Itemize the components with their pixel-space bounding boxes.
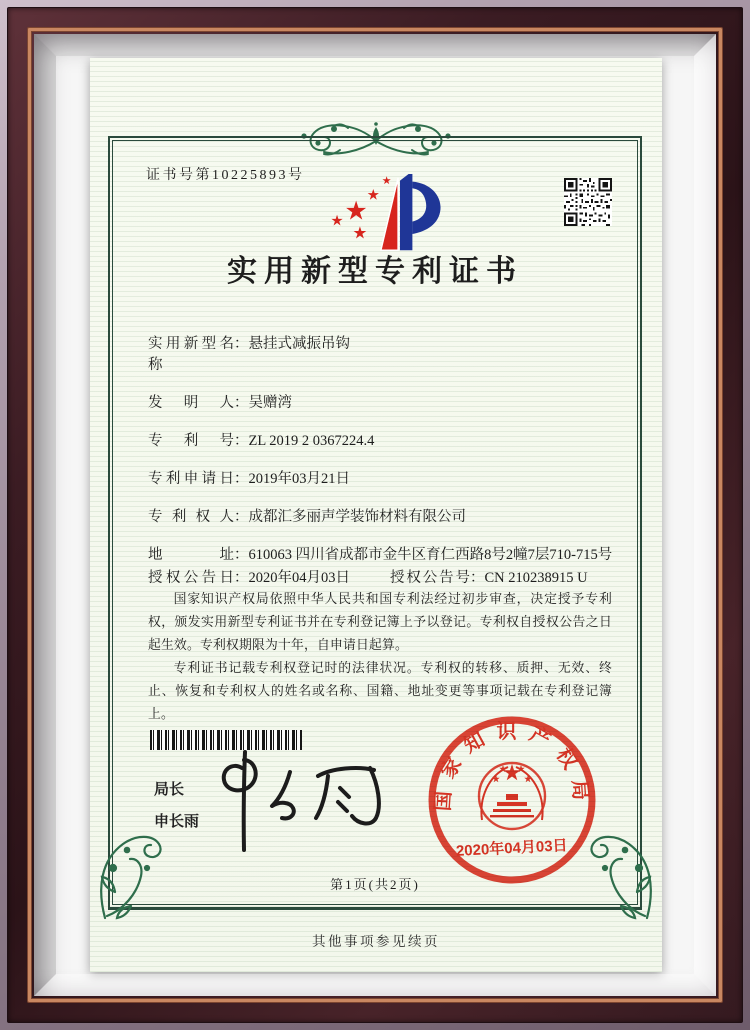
field-label: 发明人 — [148, 395, 234, 411]
director-name: 申长雨 — [154, 813, 200, 830]
field-label: 专利权人 — [148, 509, 234, 525]
field-value: 2019年03月21日 — [248, 471, 350, 487]
continuation-note: 其他事项参见续页 — [312, 934, 440, 949]
page-number: 第1页(共2页) — [330, 877, 420, 892]
qr-code — [564, 178, 612, 226]
field-colon: ： — [234, 433, 249, 449]
field-row-grant — [148, 568, 616, 589]
frame-wood-moulding — [7, 7, 743, 1023]
field-colon: ： — [234, 570, 249, 586]
field-label: 地址 — [148, 547, 234, 563]
field-value: ZL 2019 2 0367224.4 — [248, 433, 375, 449]
legal-paragraph-1: 国家知识产权局依照中华人民共和国专利法经过初步审查，决定授予专利权，颁发实用新型专利证书并在专利登记簿上予以登记。专利权自授权公告之日起生效。专利权期限为十年，自申请日起算。 — [148, 592, 612, 652]
field-row-filing-date — [148, 469, 616, 490]
certificate-title: 实用新型专利证书 — [227, 255, 523, 288]
field-row-address — [148, 545, 616, 566]
field-label: 授权公告号 — [390, 570, 470, 586]
ornament-bottom-left — [91, 828, 183, 922]
seal-text: 国家知识产权局 — [432, 721, 592, 812]
seal-date: 2020年04月03日 — [455, 837, 569, 860]
field-label: 专利号 — [148, 433, 234, 449]
legal-paragraph-2: 专利证书记载专利权登记时的法律状况。专利权的转移、质押、无效、终止、恢复和专利权人的姓名或名称、国籍、地址变更等事项记载在专利登记簿上。 — [148, 661, 612, 721]
field-colon: ： — [470, 570, 485, 586]
ornament-bottom-right — [569, 828, 661, 922]
director-signature — [212, 746, 407, 858]
field-label: 实用新型名称 — [148, 336, 234, 373]
field-value: 悬挂式减振吊钩 — [248, 336, 350, 352]
grant-date-value: 2020年04月03日 — [248, 570, 350, 586]
field-colon: ： — [234, 509, 249, 525]
field-row-name — [148, 334, 616, 376]
field-colon: ： — [234, 471, 249, 487]
field-row-inventor — [148, 393, 616, 414]
field-row-patentee — [148, 507, 616, 528]
field-value: 吴赠湾 — [248, 395, 292, 411]
grant-no-value: CN 210238915 U — [484, 570, 588, 586]
field-label: 授权公告日 — [148, 570, 234, 586]
field-value: 610063 四川省成都市金牛区育仁西路8号2幢7层710-715号 — [248, 547, 613, 563]
certificate-border — [108, 136, 642, 910]
field-value: 成都汇多丽声学装饰材料有限公司 — [248, 509, 466, 525]
certificate-fields — [148, 334, 616, 606]
frame-mat — [34, 34, 716, 996]
field-label: 专利申请日 — [148, 471, 234, 487]
director-title: 局长 — [154, 781, 185, 798]
field-row-patent-no — [148, 431, 616, 452]
patent-certificate — [90, 58, 662, 972]
legal-text — [148, 588, 612, 726]
field-colon: ： — [234, 547, 249, 563]
certificate-number: 证书号第10225893号 — [146, 168, 305, 183]
director-block — [154, 778, 199, 831]
field-colon: ： — [234, 395, 249, 411]
field-colon: ： — [234, 336, 249, 352]
frame-copper-pinstripe — [28, 28, 722, 1002]
